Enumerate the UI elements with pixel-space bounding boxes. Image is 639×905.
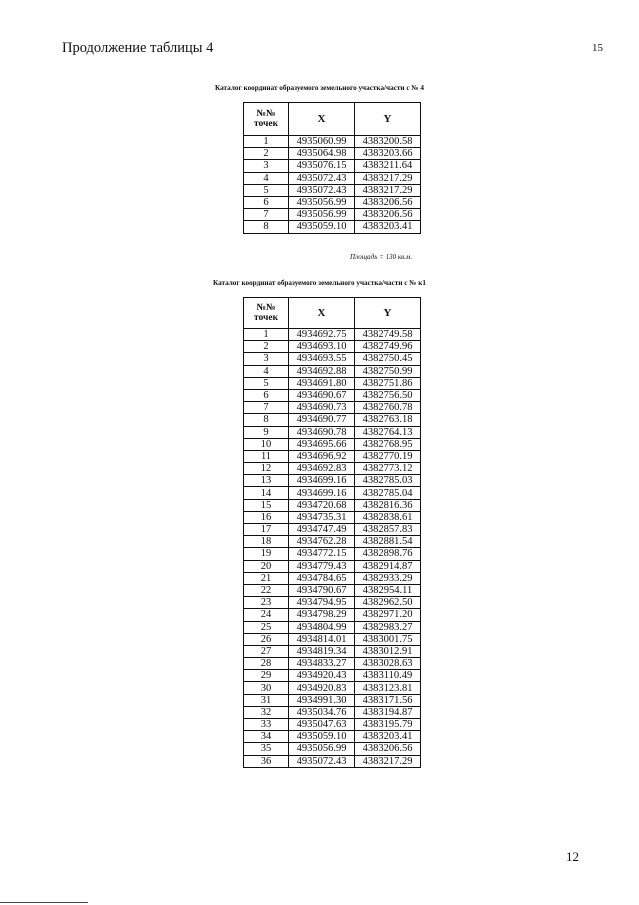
point-number-cell: 16 <box>244 511 289 523</box>
table-row <box>244 184 421 196</box>
y-coordinate-cell: 4382749.58 <box>355 329 421 341</box>
table-row <box>244 136 421 148</box>
y-coordinate-cell: 4383203.66 <box>355 148 421 160</box>
point-number-cell: 23 <box>244 597 289 609</box>
x-coordinate-cell: 4935072.43 <box>289 184 355 196</box>
point-number-cell: 25 <box>244 621 289 633</box>
point-number-cell: 20 <box>244 560 289 572</box>
point-number-cell: 8 <box>244 414 289 426</box>
y-coordinate-cell: 4382816.36 <box>355 499 421 511</box>
point-number-cell: 36 <box>244 755 289 767</box>
x-coordinate-cell: 4934920.43 <box>289 670 355 682</box>
table-row <box>244 148 421 160</box>
table2-body <box>244 329 421 768</box>
x-coordinate-cell: 4935060.99 <box>289 136 355 148</box>
y-coordinate-cell: 4383217.29 <box>355 755 421 767</box>
point-number-cell: 8 <box>244 221 289 233</box>
y-coordinate-cell: 4382785.04 <box>355 487 421 499</box>
table-row <box>244 450 421 462</box>
point-number-cell: 18 <box>244 536 289 548</box>
table-row <box>244 731 421 743</box>
y-coordinate-cell: 4383171.56 <box>355 694 421 706</box>
point-number-cell: 29 <box>244 670 289 682</box>
page-heading: Продолжение таблицы 4 <box>62 40 214 56</box>
x-coordinate-cell: 4934692.83 <box>289 463 355 475</box>
y-coordinate-cell: 4383206.56 <box>355 743 421 755</box>
y-coordinate-cell: 4382962.50 <box>355 597 421 609</box>
y-coordinate-cell: 4382933.29 <box>355 572 421 584</box>
table-row <box>244 597 421 609</box>
y-coordinate-cell: 4383110.49 <box>355 670 421 682</box>
table-row <box>244 463 421 475</box>
table-row <box>244 658 421 670</box>
column-header-points: №№ точек <box>244 298 289 329</box>
table-row <box>244 172 421 184</box>
y-coordinate-cell: 4382750.99 <box>355 365 421 377</box>
x-coordinate-cell: 4935076.15 <box>289 160 355 172</box>
point-number-cell: 28 <box>244 658 289 670</box>
table-row <box>244 487 421 499</box>
column-header-y: Y <box>355 103 421 136</box>
point-number-cell: 12 <box>244 463 289 475</box>
point-number-cell: 1 <box>244 329 289 341</box>
x-coordinate-cell: 4934692.88 <box>289 365 355 377</box>
footer-line <box>0 902 88 903</box>
table-row <box>244 682 421 694</box>
table-row <box>244 584 421 596</box>
table-row <box>244 670 421 682</box>
point-number-cell: 13 <box>244 475 289 487</box>
point-number-cell: 34 <box>244 731 289 743</box>
column-header-y: Y <box>355 298 421 329</box>
column-header-points: №№ точек <box>244 103 289 136</box>
x-coordinate-cell: 4934794.95 <box>289 597 355 609</box>
x-coordinate-cell: 4934691.80 <box>289 377 355 389</box>
x-coordinate-cell: 4935059.10 <box>289 731 355 743</box>
y-coordinate-cell: 4382770.19 <box>355 450 421 462</box>
y-coordinate-cell: 4382756.50 <box>355 389 421 401</box>
x-coordinate-cell: 4934699.16 <box>289 487 355 499</box>
point-number-cell: 9 <box>244 426 289 438</box>
y-coordinate-cell: 4382971.20 <box>355 609 421 621</box>
point-number-cell: 26 <box>244 633 289 645</box>
y-coordinate-cell: 4382914.87 <box>355 560 421 572</box>
y-coordinate-cell: 4383203.41 <box>355 221 421 233</box>
y-coordinate-cell: 4383012.91 <box>355 645 421 657</box>
x-coordinate-cell: 4934798.29 <box>289 609 355 621</box>
y-coordinate-cell: 4383217.29 <box>355 184 421 196</box>
table-row <box>244 572 421 584</box>
table-row <box>244 196 421 208</box>
y-coordinate-cell: 4382838.61 <box>355 511 421 523</box>
point-number-cell: 5 <box>244 184 289 196</box>
x-coordinate-cell: 4934720.68 <box>289 499 355 511</box>
table-row <box>244 377 421 389</box>
x-coordinate-cell: 4934790.67 <box>289 584 355 596</box>
point-number-cell: 15 <box>244 499 289 511</box>
point-number-cell: 1 <box>244 136 289 148</box>
y-coordinate-cell: 4382751.86 <box>355 377 421 389</box>
x-coordinate-cell: 4934690.67 <box>289 389 355 401</box>
y-coordinate-cell: 4382763.18 <box>355 414 421 426</box>
y-coordinate-cell: 4383211.64 <box>355 160 421 172</box>
table-row <box>244 743 421 755</box>
x-coordinate-cell: 4934747.49 <box>289 524 355 536</box>
x-coordinate-cell: 4934690.78 <box>289 426 355 438</box>
coordinate-table-1 <box>243 102 421 234</box>
table-row <box>244 548 421 560</box>
table-row <box>244 499 421 511</box>
point-number-cell: 22 <box>244 584 289 596</box>
y-coordinate-cell: 4382768.95 <box>355 438 421 450</box>
y-coordinate-cell: 4383206.56 <box>355 209 421 221</box>
y-coordinate-cell: 4383001.75 <box>355 633 421 645</box>
point-number-cell: 7 <box>244 402 289 414</box>
x-coordinate-cell: 4935047.63 <box>289 719 355 731</box>
y-coordinate-cell: 4382750.45 <box>355 353 421 365</box>
table-row <box>244 524 421 536</box>
x-coordinate-cell: 4935072.43 <box>289 172 355 184</box>
x-coordinate-cell: 4934833.27 <box>289 658 355 670</box>
x-coordinate-cell: 4934693.10 <box>289 341 355 353</box>
point-number-cell: 4 <box>244 172 289 184</box>
table-row <box>244 426 421 438</box>
table-row <box>244 365 421 377</box>
table-row <box>244 438 421 450</box>
point-number-cell: 4 <box>244 365 289 377</box>
table-row <box>244 511 421 523</box>
x-coordinate-cell: 4934693.55 <box>289 353 355 365</box>
y-coordinate-cell: 4382764.13 <box>355 426 421 438</box>
y-coordinate-cell: 4382773.12 <box>355 463 421 475</box>
point-number-cell: 32 <box>244 706 289 718</box>
y-coordinate-cell: 4382749.96 <box>355 341 421 353</box>
y-coordinate-cell: 4383203.41 <box>355 731 421 743</box>
point-number-cell: 21 <box>244 572 289 584</box>
table-row <box>244 221 421 233</box>
x-coordinate-cell: 4935072.43 <box>289 755 355 767</box>
x-coordinate-cell: 4934784.65 <box>289 572 355 584</box>
table-row <box>244 209 421 221</box>
y-coordinate-cell: 4383195.79 <box>355 719 421 731</box>
x-coordinate-cell: 4934762.28 <box>289 536 355 548</box>
point-number-cell: 3 <box>244 160 289 172</box>
point-number-cell: 27 <box>244 645 289 657</box>
page-number-top: 15 <box>592 42 603 54</box>
x-coordinate-cell: 4934804.99 <box>289 621 355 633</box>
table-row <box>244 621 421 633</box>
page-number-bottom: 12 <box>566 849 579 864</box>
area-note: Площадь = 130 кв.м. <box>350 253 413 261</box>
point-number-cell: 14 <box>244 487 289 499</box>
x-coordinate-cell: 4935034.76 <box>289 706 355 718</box>
point-number-cell: 6 <box>244 389 289 401</box>
table-row <box>244 755 421 767</box>
point-number-cell: 5 <box>244 377 289 389</box>
coordinate-table-2 <box>243 297 421 768</box>
point-number-cell: 11 <box>244 450 289 462</box>
table-row <box>244 706 421 718</box>
table-row <box>244 402 421 414</box>
table-row <box>244 475 421 487</box>
y-coordinate-cell: 4382954.11 <box>355 584 421 596</box>
x-coordinate-cell: 4935064.98 <box>289 148 355 160</box>
table1-caption: Каталог координат образуемого земельного участка/части с № 4 <box>215 84 424 92</box>
y-coordinate-cell: 4382881.54 <box>355 536 421 548</box>
column-header-x: X <box>289 298 355 329</box>
y-coordinate-cell: 4383028.63 <box>355 658 421 670</box>
x-coordinate-cell: 4934692.75 <box>289 329 355 341</box>
point-number-cell: 19 <box>244 548 289 560</box>
x-coordinate-cell: 4934735.31 <box>289 511 355 523</box>
x-coordinate-cell: 4934819.34 <box>289 645 355 657</box>
point-number-cell: 7 <box>244 209 289 221</box>
x-coordinate-cell: 4934920.83 <box>289 682 355 694</box>
x-coordinate-cell: 4935056.99 <box>289 209 355 221</box>
x-coordinate-cell: 4934814.01 <box>289 633 355 645</box>
y-coordinate-cell: 4383194.87 <box>355 706 421 718</box>
table-row <box>244 560 421 572</box>
point-number-cell: 2 <box>244 148 289 160</box>
point-number-cell: 17 <box>244 524 289 536</box>
table-row <box>244 353 421 365</box>
point-number-cell: 6 <box>244 196 289 208</box>
y-coordinate-cell: 4382898.76 <box>355 548 421 560</box>
table-row <box>244 609 421 621</box>
point-number-cell: 33 <box>244 719 289 731</box>
table-row <box>244 389 421 401</box>
y-coordinate-cell: 4383200.58 <box>355 136 421 148</box>
y-coordinate-cell: 4382983.27 <box>355 621 421 633</box>
x-coordinate-cell: 4934991.30 <box>289 694 355 706</box>
point-number-cell: 35 <box>244 743 289 755</box>
point-number-cell: 31 <box>244 694 289 706</box>
x-coordinate-cell: 4934690.77 <box>289 414 355 426</box>
y-coordinate-cell: 4383123.81 <box>355 682 421 694</box>
y-coordinate-cell: 4382857.83 <box>355 524 421 536</box>
y-coordinate-cell: 4383206.56 <box>355 196 421 208</box>
table-row <box>244 329 421 341</box>
point-number-cell: 2 <box>244 341 289 353</box>
table-row <box>244 719 421 731</box>
x-coordinate-cell: 4934690.73 <box>289 402 355 414</box>
table-row <box>244 414 421 426</box>
y-coordinate-cell: 4383217.29 <box>355 172 421 184</box>
point-number-cell: 30 <box>244 682 289 694</box>
x-coordinate-cell: 4935056.99 <box>289 196 355 208</box>
y-coordinate-cell: 4382760.78 <box>355 402 421 414</box>
table-row <box>244 694 421 706</box>
table-row <box>244 645 421 657</box>
x-coordinate-cell: 4934695.66 <box>289 438 355 450</box>
x-coordinate-cell: 4935056.99 <box>289 743 355 755</box>
table1-body <box>244 136 421 234</box>
x-coordinate-cell: 4935059.10 <box>289 221 355 233</box>
table-row <box>244 633 421 645</box>
table-row <box>244 341 421 353</box>
x-coordinate-cell: 4934696.92 <box>289 450 355 462</box>
column-header-x: X <box>289 103 355 136</box>
table2-caption: Каталог координат образуемого земельного участка/части с № к1 <box>212 279 427 287</box>
point-number-cell: 24 <box>244 609 289 621</box>
x-coordinate-cell: 4934699.16 <box>289 475 355 487</box>
point-number-cell: 3 <box>244 353 289 365</box>
y-coordinate-cell: 4382785.03 <box>355 475 421 487</box>
table-row <box>244 160 421 172</box>
x-coordinate-cell: 4934779.43 <box>289 560 355 572</box>
x-coordinate-cell: 4934772.15 <box>289 548 355 560</box>
table-row <box>244 536 421 548</box>
point-number-cell: 10 <box>244 438 289 450</box>
